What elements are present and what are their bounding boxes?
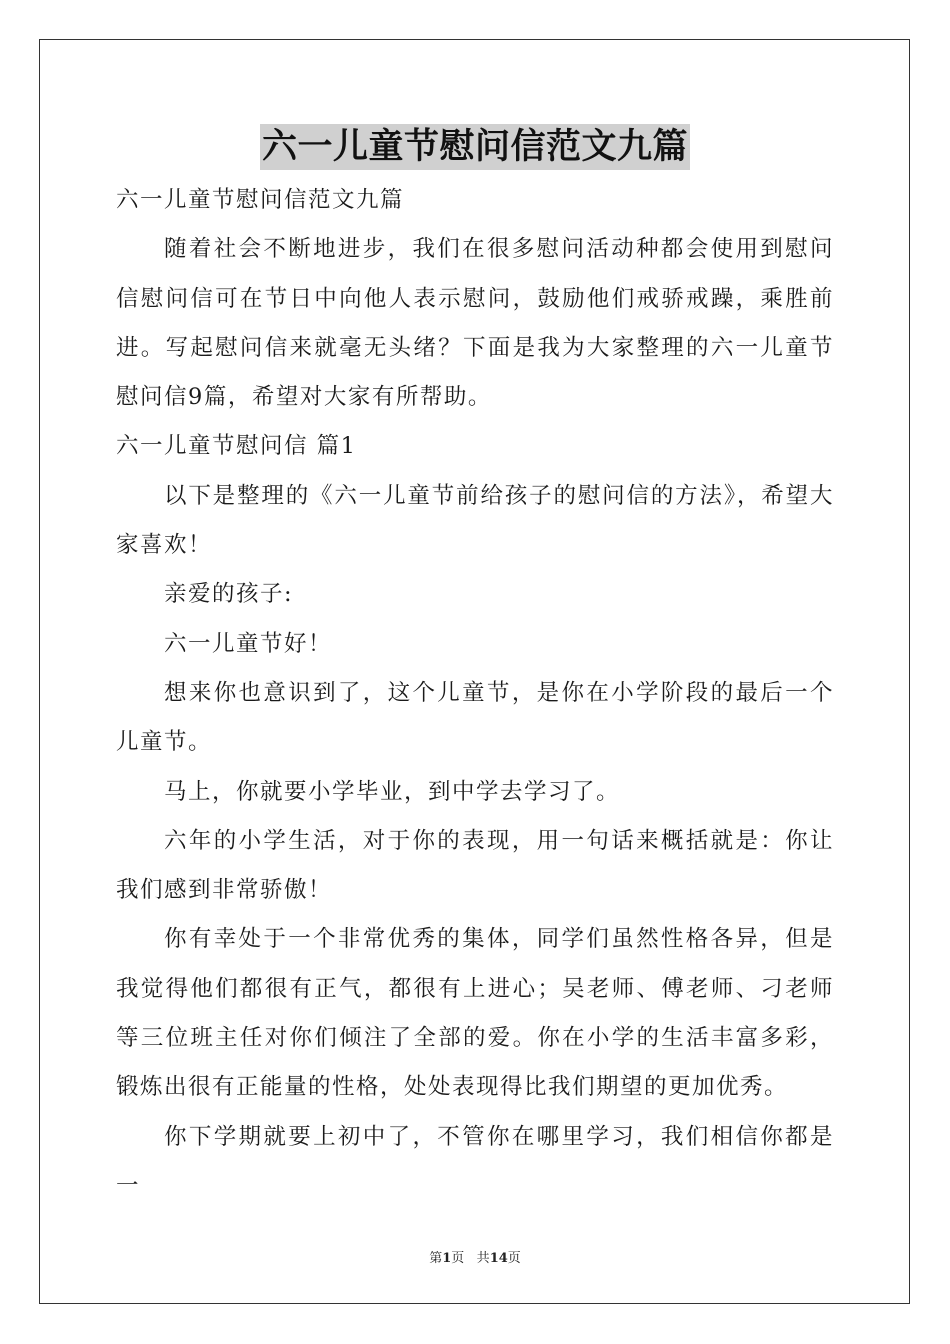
document-title: 六一儿童节慰问信范文九篇 [260, 124, 690, 170]
paragraph: 以下是整理的《六一儿童节前给孩子的慰问信的方法》，希望大家喜欢！ [116, 482, 834, 559]
footer-page-suffix: 页 [451, 1251, 465, 1266]
paragraph: 六年的小学生活，对于你的表现，用一句话来概括就是：你让我们感到非常骄傲！ [116, 827, 834, 904]
footer-total-suffix: 页 [507, 1251, 521, 1266]
greeting: 六一儿童节好！ [164, 630, 333, 657]
footer-total-prefix: 共 [476, 1251, 490, 1266]
section-heading: 六一儿童节慰问信 篇1 [116, 433, 357, 460]
footer-page-prefix: 第 [429, 1251, 443, 1266]
paragraph: 想来你也意识到了，这个儿童节，是你在小学阶段的最后一个儿童节。 [116, 679, 834, 756]
paragraph: 六一儿童节慰问信范文九篇 [116, 187, 405, 213]
footer-page-total: 14 [489, 1251, 508, 1266]
page-footer [0, 1247, 950, 1266]
footer-page-current: 1 [442, 1251, 452, 1266]
salutation: 亲爱的孩子: [164, 581, 294, 608]
paragraph: 你有幸处于一个非常优秀的集体，同学们虽然性格各异，但是我觉得他们都很有正气，都很有上进心；吴老师、傅老师、刁老师等三位班主任对你们倾注了全部的爱。你在小学的生活丰富多彩，锻炼出很有正能量的性格，处处表现得比我们期望的更加优秀。 [116, 926, 834, 1101]
paragraph: 随着社会不断地进步，我们在很多慰问活动种都会使用到慰问信慰问信可在节日中向他人表示慰问，鼓励他们戒骄戒躁，乘胜前进。写起慰问信来就毫无头绪？下面是我为大家整理的六一儿童节慰问信9篇，希望对大家有所帮助。 [116, 236, 834, 411]
paragraph: 你下学期就要上初中了，不管你在哪里学习，我们相信你都是一 [116, 1123, 834, 1199]
title-container [0, 124, 950, 170]
document-body [116, 176, 834, 1211]
paragraph: 马上，你就要小学毕业，到中学去学习了。 [164, 778, 621, 805]
